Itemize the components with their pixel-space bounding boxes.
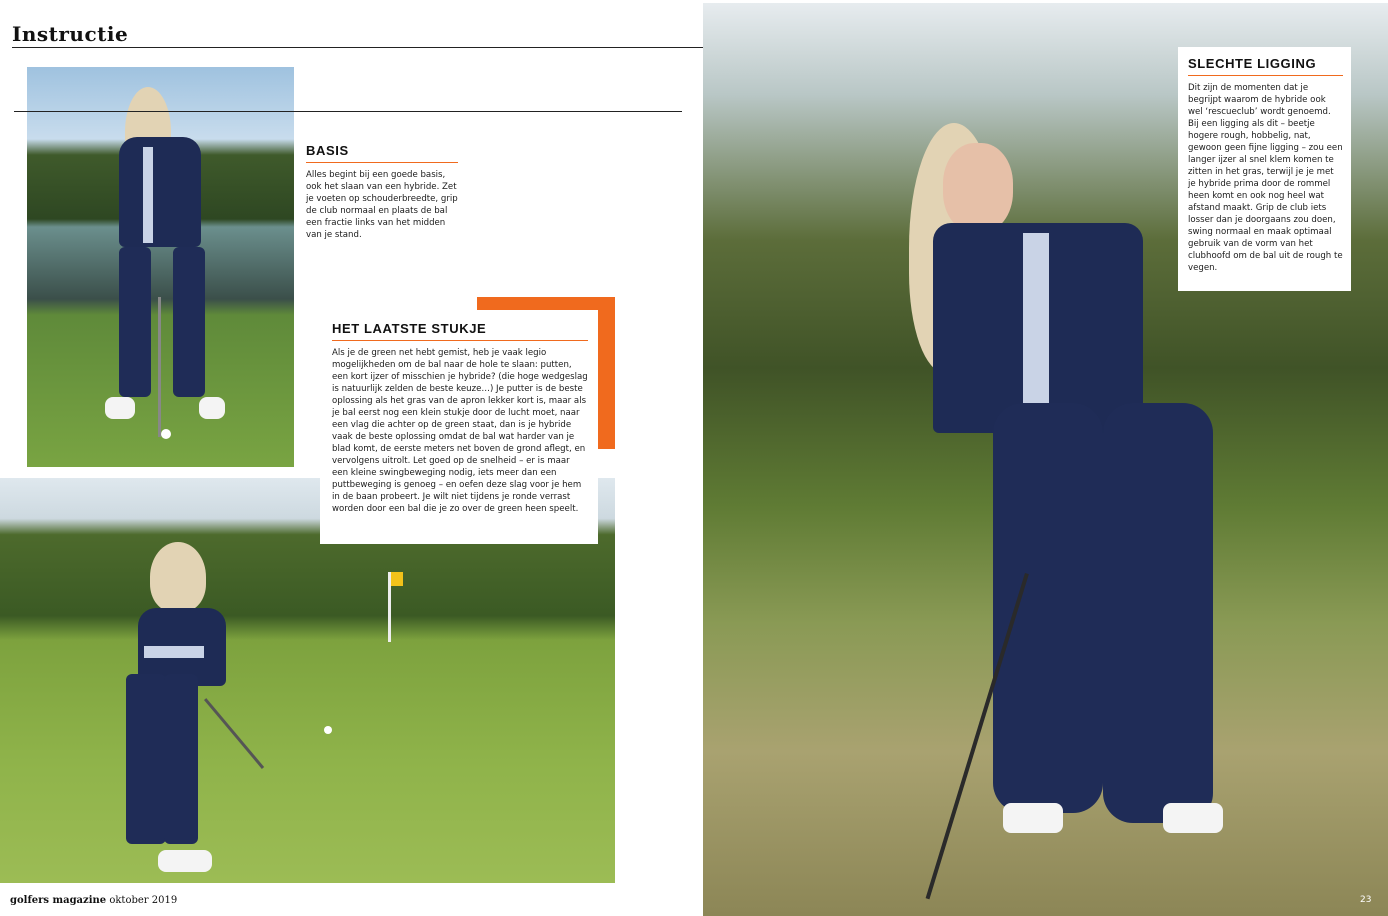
flag-cloth [391, 572, 403, 586]
figure-shoes [158, 850, 212, 872]
photo-basis-stance [27, 67, 294, 467]
figure-top [119, 137, 201, 247]
heading-basis: BASIS [306, 143, 458, 163]
footer-issue: oktober 2019 [109, 895, 178, 906]
heading-slechte-ligging: SLECHTE LIGGING [1188, 56, 1343, 76]
figure-stripe [144, 646, 204, 658]
figure-leg-right [173, 247, 205, 397]
textbox-basis [294, 131, 462, 253]
textbox-laatste-stukje [320, 310, 598, 544]
figure-shoe-right [1163, 803, 1223, 833]
figure-leg-left [126, 674, 166, 844]
figure-leg-left [993, 403, 1103, 813]
heading-laatste-stukje: HET LAATSTE STUKJE [332, 321, 588, 341]
figure-shoe-left [105, 397, 135, 419]
figure-stripe [143, 147, 153, 243]
accent-bar-horizontal [477, 297, 615, 310]
club-shaft [204, 698, 264, 769]
golf-ball [161, 429, 171, 439]
divider-rule [14, 111, 682, 112]
figure-shoe-left [1003, 803, 1063, 833]
page-number-right: 23 [1360, 895, 1372, 905]
textbox-slechte-ligging [1178, 47, 1351, 291]
section-title: Instructie [12, 22, 129, 46]
accent-bar-vertical [598, 297, 615, 449]
club-shaft [158, 297, 161, 437]
body-basis: Alles begint bij een goede basis, ook het slaan van een hybride. Zet je voeten op schouderbreedte, grip de club normaal en plaats de bal een fractie links van het midden van je stand. [306, 170, 458, 240]
figure-leg-left [119, 247, 151, 397]
figure-leg-right [1103, 403, 1213, 823]
footer-magazine: golfers magazine [10, 895, 107, 906]
footer [10, 895, 177, 906]
figure-face [943, 143, 1013, 233]
body-laatste-stukje: Als je de green net hebt gemist, heb je vaak legio mogelijkheden om de bal naar de hole te slaan: putten, een kort ijzer of misschien je hybride? (die hoge wedgeslag is natuurlijk zelden de beste keuze…) Je putter is de beste oplossing als het gras van de apron lekker kort is, maar als je bal eerst nog een klein stukje door de lucht moet, naar een vlag die achter op de green staat, dan is je hybride vaak de beste oplossing omdat de bal wat harder van je blad komt, de eerste meters net boven de grond aflegt, en vervolgens uitrolt. Let goed op de snelheid – er is maar een kleine swingbeweging nodig, iets meer dan een puttbeweging is genoeg – en oefen deze slag voor je hem in de baan probeert. Je wilt niet tijdens je ronde verrast worden door een bal die je zo over de green heen speelt. [332, 348, 588, 514]
figure-leg-right [164, 674, 198, 844]
golf-ball [324, 726, 332, 734]
figure-hair [150, 542, 206, 612]
body-slechte-ligging: Dit zijn de momenten dat je begrijpt waarom de hybride ook wel ‘rescueclub’ wordt genoemd. Bij een ligging als dit – beetje hogere rough, hobbelig, nat, gewoon geen fijne ligging – zou een langer ijzer al snel klem komen te zitten in het gras, terwijl je je met je hybride prima door de rommel heen komt en ook nog heel wat afstand maakt. Grip de club iets losser dan je doorgaans zou doen, swing normaal en maak optimaal gebruik van de vorm van het clubhoofd om de bal uit de rough te vegen. [1188, 83, 1343, 273]
figure-shoe-right [199, 397, 225, 419]
